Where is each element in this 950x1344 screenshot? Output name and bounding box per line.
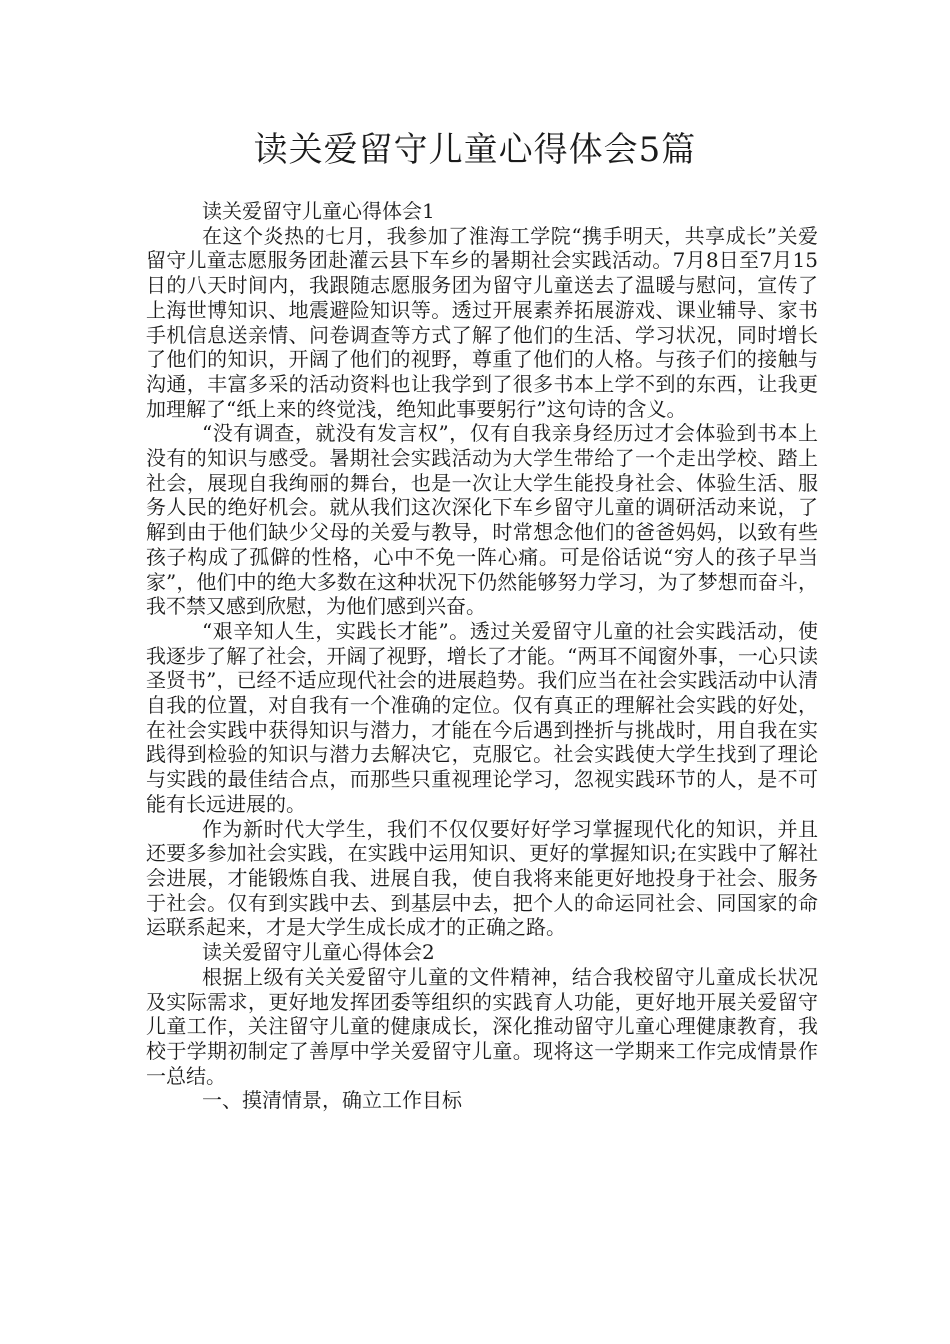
document-body xyxy=(146,199,818,1113)
paragraph: “没有调查，就没有发言权”，仅有自我亲身经历过才会体验到书本上没有的知识与感受。暑期社会实践活动为大学生带给了一个走出学校、踏上社会，展现自我绚丽的舞台，也是一次让大学生能投身社会、体验生活、服务人民的绝好机会。就从我们这次深化下车乡留守儿童的调研活动来说，了解到由于他们缺少父母的关爱与教导，时常想念他们的爸爸妈妈，以致有些孩子构成了孤僻的性格，心中不免一阵心痛。可是俗话说“穷人的孩子早当家”，他们中的绝大多数在这种状况下仍然能够努力学习，为了梦想而奋斗，我不禁又感到欣慰，为他们感到兴奋。 xyxy=(146,421,818,619)
paragraph: 作为新时代大学生，我们不仅仅要好好学习掌握现代化的知识，并且还要多参加社会实践，在实践中运用知识、更好的掌握知识;在实践中了解社会进展，才能锻炼自我、进展自我，使自我将来能更好地投身于社会、服务于社会。仅有到实践中去、到基层中去，把个人的命运同社会、同国家的命运联系起来，才是大学生成长成才的正确之路。 xyxy=(146,816,818,940)
section-heading-1: 读关爱留守儿童心得体会1 xyxy=(202,199,435,223)
paragraph: 根据上级有关关爱留守儿童的文件精神，结合我校留守儿童成长状况及实际需求，更好地发挥团委等组织的实践育人功能，更好地开展关爱留守儿童工作，关注留守儿童的健康成长，深化推动留守儿童心理健康教育，我校于学期初制定了善厚中学关爱留守儿童。现将这一学期来工作完成情景作一总结。 xyxy=(146,964,818,1088)
paragraph: “艰辛知人生，实践长才能”。透过关爱留守儿童的社会实践活动，使我逐步了解了社会，开阔了视野，增长了才能。“两耳不闻窗外事，一心只读圣贤书”，已经不适应现代社会的进展趋势。我们应当在社会实践活动中认清自我的位置，对自我有一个准确的定位。仅有真正的理解社会实践的好处，在社会实践中获得知识与潜力，才能在今后遇到挫折与挑战时，用自我在实践得到检验的知识与潜力去解决它，克服它。社会实践使大学生找到了理论与实践的最佳结合点，而那些只重视理论学习，忽视实践环节的人，是不可能有长远进展的。 xyxy=(146,618,818,816)
paragraph: 在这个炎热的七月，我参加了淮海工学院“携手明天，共享成长”关爱留守儿童志愿服务团赴灌云县下车乡的暑期社会实践活动。7月8日至7月15日的八天时间内，我跟随志愿服务团为留守儿童送去了温暖与慰问，宣传了上海世博知识、地震避险知识等。透过开展素养拓展游戏、课业辅导、家书手机信息送亲情、问卷调查等方式了解了他们的生活、学习状况，同时增长了他们的知识，开阔了他们的视野，尊重了他们的人格。与孩子们的接触与沟通，丰富多采的活动资料也让我学到了很多书本上学不到的东西，让我更加理解了“纸上来的终觉浅，绝知此事要躬行”这句诗的含义。 xyxy=(146,223,818,421)
document-title: 读关爱留守儿童心得体会5篇 xyxy=(253,130,697,170)
subsection-heading: 一、摸清情景，确立工作目标 xyxy=(202,1088,462,1113)
section-heading-2: 读关爱留守儿童心得体会2 xyxy=(202,940,435,965)
